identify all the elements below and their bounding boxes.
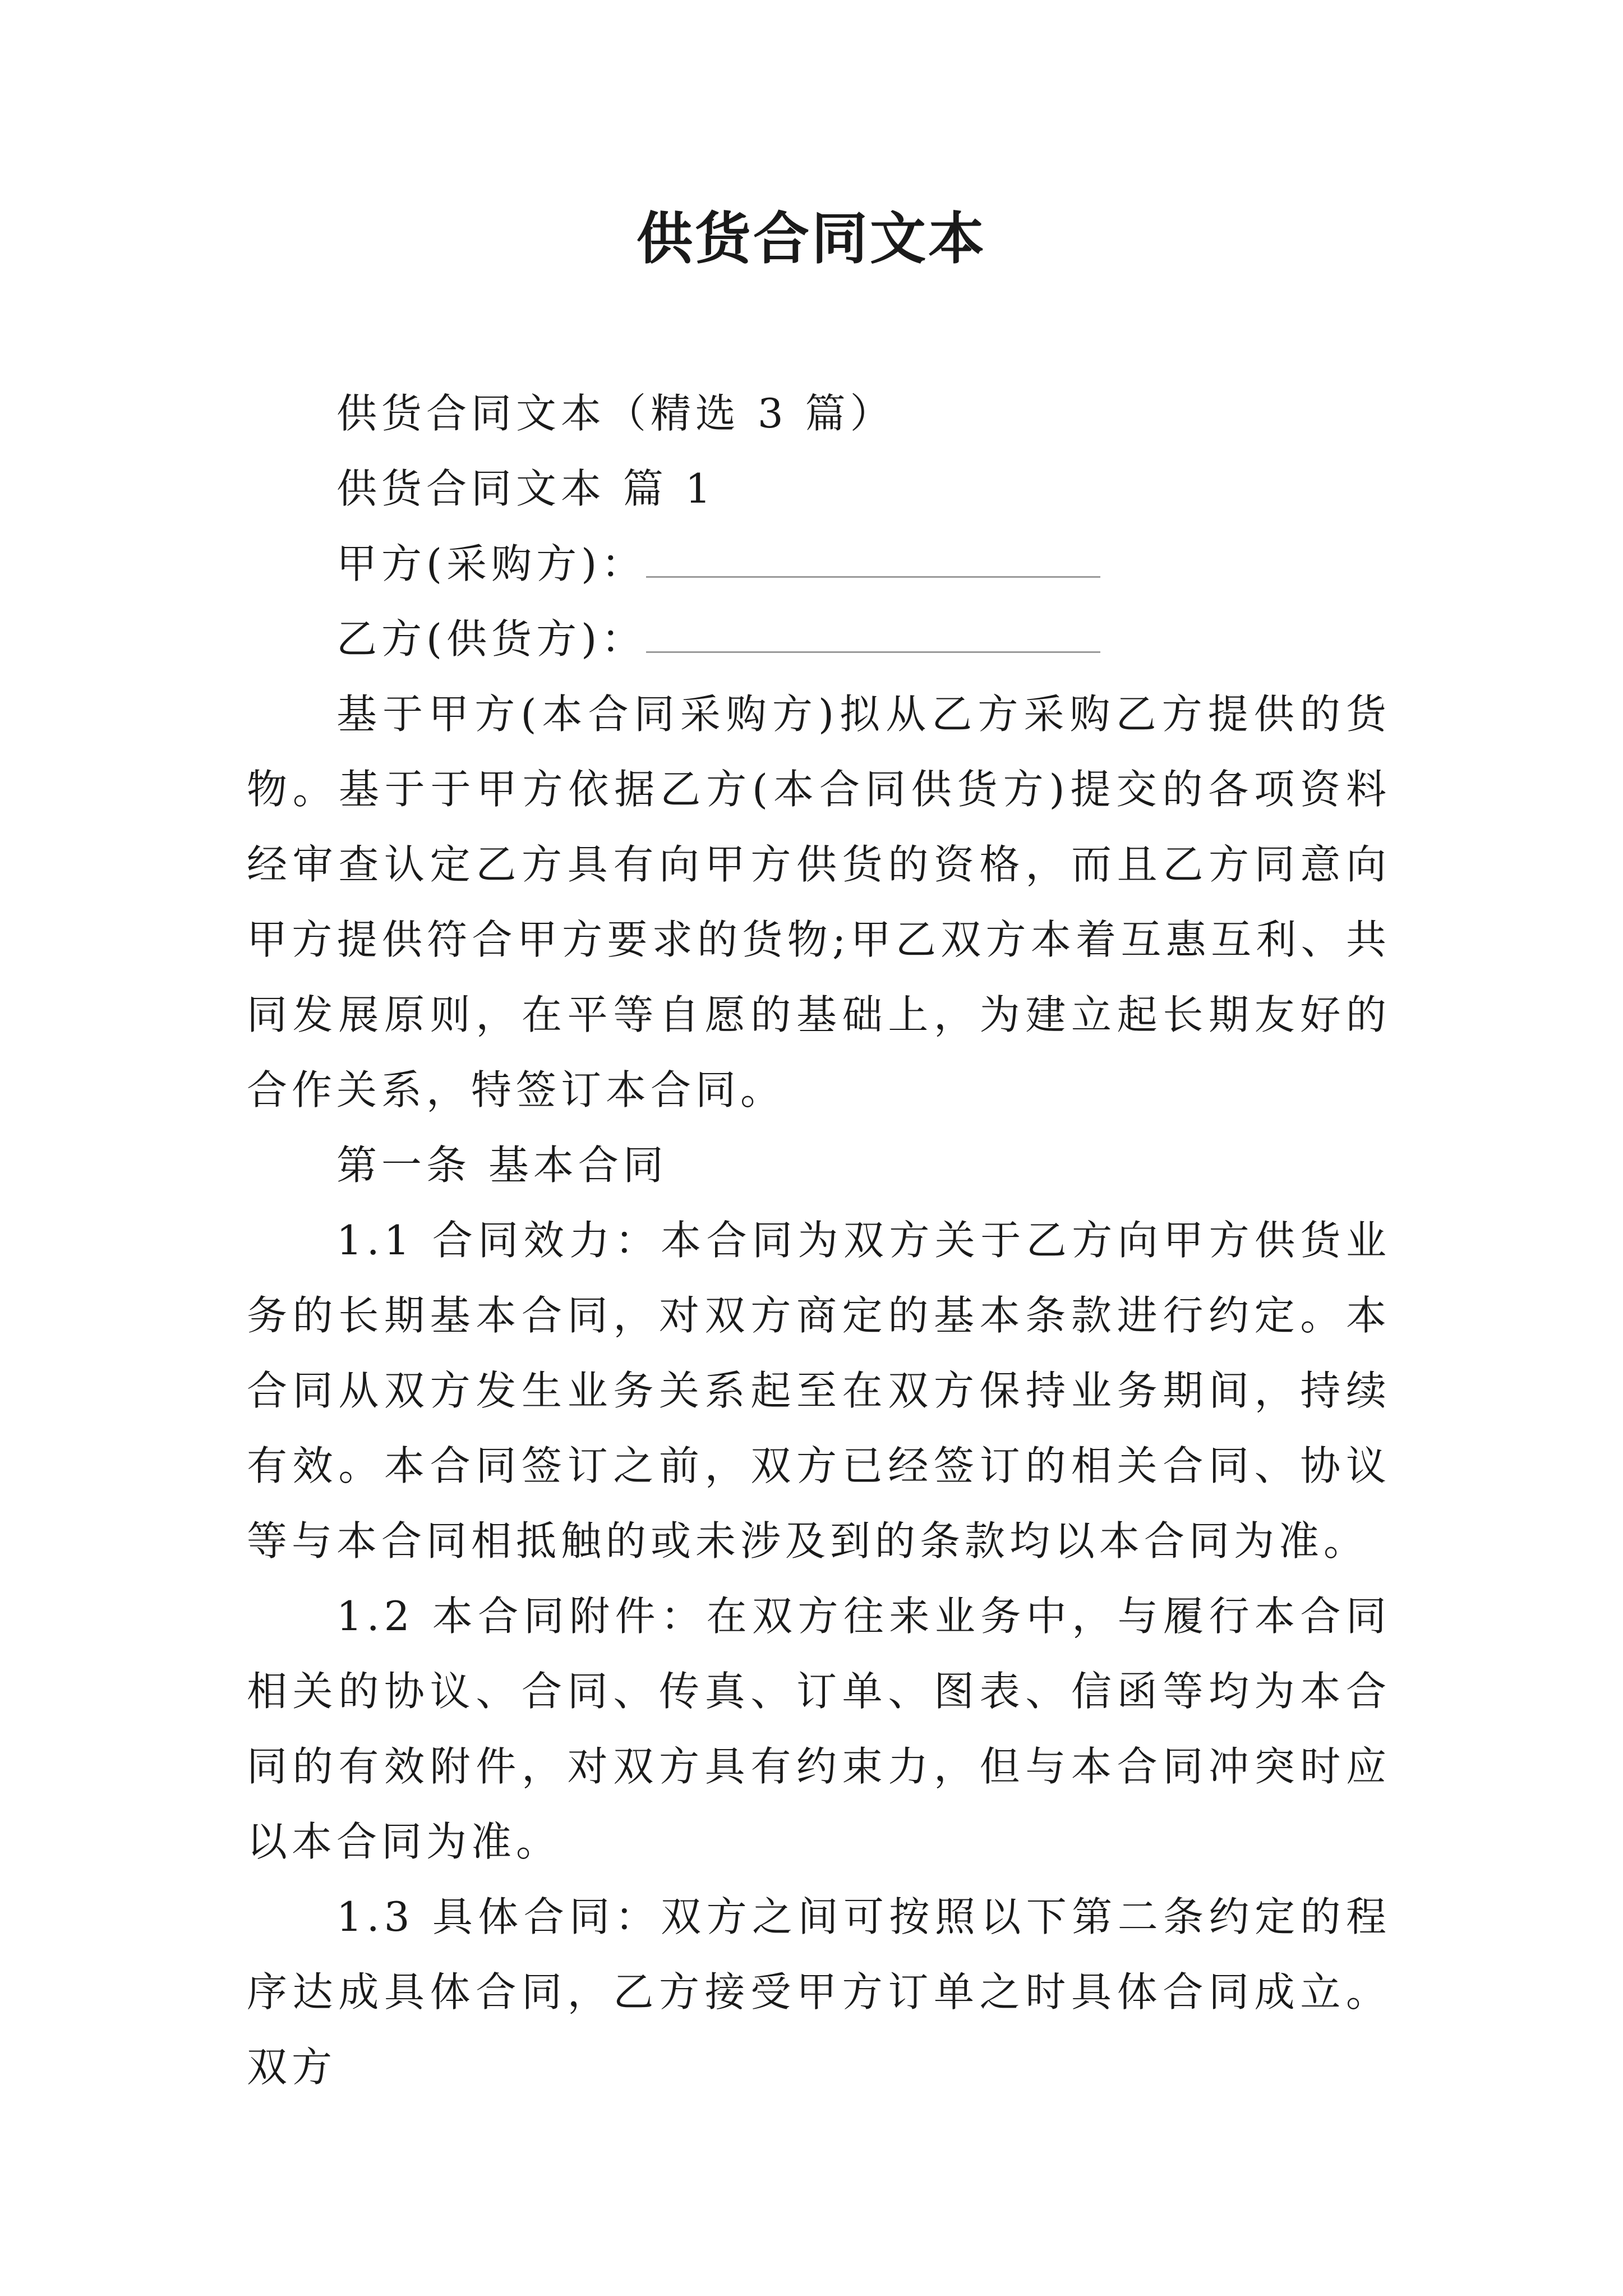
party-a-line: [247, 526, 1391, 601]
clause-1-3: 1.3 具体合同：双方之间可按照以下第二条约定的程序达成具体合同，乙方接受甲方订单之时具体合同成立。双方: [247, 1893, 1391, 2091]
party-b-label: 乙方(供货方)：: [336, 615, 647, 662]
party-a-label: 甲方(采购方)：: [336, 540, 647, 587]
article-1-heading: 第一条 基本合同: [336, 1142, 668, 1189]
document-title: 供货合同文本: [637, 205, 986, 272]
party-a-blank: [646, 537, 1100, 578]
document-body: [247, 376, 1391, 2105]
party-b-line: [247, 601, 1391, 677]
section-heading: 供货合同文本 篇 1: [336, 465, 716, 512]
preamble-paragraph: 基于甲方(本合同采购方)拟从乙方采购乙方提供的货物。基于于甲方依据乙方(本合同供货方)提交的各项资料经审查认定乙方具有向甲方供货的资格，而且乙方同意向甲方提供符合甲方要求的货物;甲乙双方本着互惠互利、共同发展原则，在平等自愿的基础上，为建立起长期友好的合作关系，特签订本合同。: [247, 691, 1391, 1114]
document-subtitle: 供货合同文本（精选 3 篇）: [336, 390, 895, 437]
party-b-blank: [646, 612, 1100, 653]
clause-1-2: 1.2 本合同附件：在双方往来业务中，与履行本合同相关的协议、合同、传真、订单、图表、信函等均为本合同的有效附件，对双方具有约束力，但与本合同冲突时应以本合同为准。: [247, 1593, 1391, 1865]
clause-1-1: 1.1 合同效力：本合同为双方关于乙方向甲方供货业务的长期基本合同，对双方商定的基本条款进行约定。本合同从双方发生业务关系起至在双方保持业务期间，持续有效。本合同签订之前，双方已经签订的相关合同、协议等与本合同相抵触的或未涉及到的条款均以本合同为准。: [247, 1217, 1391, 1565]
